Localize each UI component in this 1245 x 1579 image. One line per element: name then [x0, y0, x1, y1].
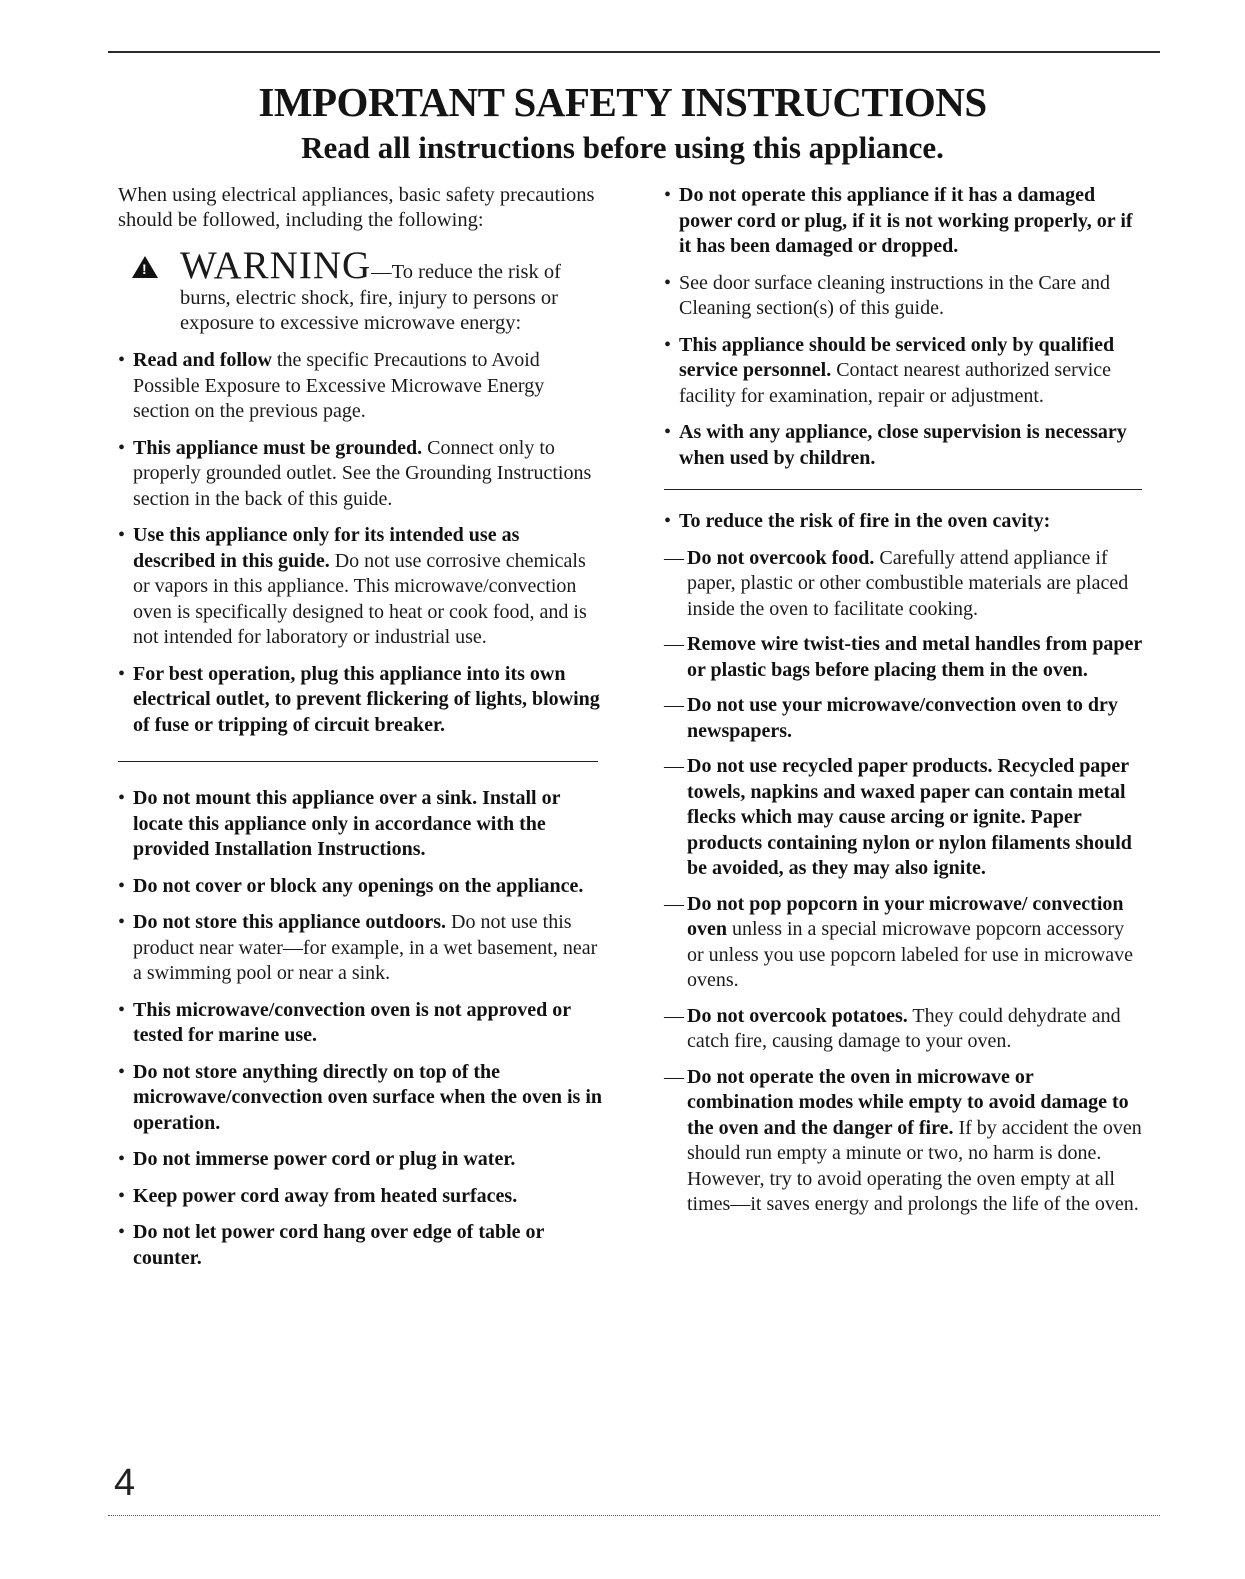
- safety-item: • This microwave/convection oven is not approved or tested for marine use.: [118, 998, 603, 1049]
- fire-item: — Remove wire twist-ties and metal handles from paper or plastic bags before placing them in the oven.: [664, 633, 1142, 681]
- safety-item: • Read and follow the specific Precautions to Avoid Possible Exposure to Excessive Microwave Energy section on the previous page.: [118, 348, 603, 425]
- safety-item: • This appliance should be serviced only by qualified service personnel. Contact nearest authorized service facility for examination, repair or adjustment.: [664, 333, 1142, 410]
- safety-item: • Do not store this appliance outdoors. Do not use this product near water—for example, in a wet basement, near a swimming pool or near a sink.: [118, 910, 603, 987]
- page-subtitle: Read all instructions before using this appliance.: [301, 130, 944, 165]
- safety-item: • Do not cover or block any openings on the appliance.: [118, 874, 603, 900]
- warning-dash: —: [371, 261, 392, 283]
- left-column: [118, 183, 603, 1282]
- safety-item: • Do not immerse power cord or plug in water.: [118, 1147, 603, 1173]
- warning-text: burns, electric shock, fire, injury to persons or exposure to excessive microwave energy:: [180, 287, 559, 334]
- safety-item: • Do not let power cord hang over edge of table or counter.: [118, 1220, 603, 1271]
- right-column: [664, 183, 1142, 1228]
- page-number: 4: [114, 1462, 136, 1504]
- section-divider: [118, 761, 598, 762]
- safety-item: • Use this appliance only for its intended use as described in this guide. Do not use corrosive chemicals or vapors in this appliance. This microwave/convection oven is specifically designed to heat or cook food, and is not intended for laboratory or industrial use.: [118, 523, 603, 651]
- warning-heading: WARNING: [180, 244, 372, 287]
- fire-item: — Do not operate the oven in microwave or combination modes while empty to avoid damage to the oven and the danger of fire. If by accident the oven should run empty a minute or two, no harm is done. However, try to avoid operating the oven empty at all times—it saves energy and prolongs the life of the oven.: [664, 1065, 1142, 1215]
- warning-triangle-icon: [132, 256, 158, 278]
- warning-text-first: To reduce the risk of: [391, 261, 561, 283]
- safety-item: • For best operation, plug this appliance into its own electrical outlet, to prevent flickering of lights, blowing of fuse or tripping of circuit breaker.: [118, 662, 603, 739]
- bottom-rule: [108, 1515, 1160, 1516]
- intro-text: When using electrical appliances, basic safety precautions should be followed, including the following:: [118, 184, 595, 231]
- section-divider: [664, 489, 1142, 490]
- safety-item: • Keep power cord away from heated surfaces.: [118, 1184, 603, 1210]
- fire-item: — Do not overcook potatoes. They could dehydrate and catch fire, causing damage to your oven.: [664, 1004, 1121, 1052]
- safety-item: • Do not operate this appliance if it has a damaged power cord or plug, if it is not working properly, or if it has been damaged or dropped.: [664, 183, 1142, 260]
- fire-item: — Do not use recycled paper products. Recycled paper towels, napkins and waxed paper can contain metal flecks which may cause arcing or ignite. Paper products containing nylon or nylon filaments should be avoided, as they may also ignite.: [664, 755, 1132, 879]
- top-rule: [108, 51, 1160, 53]
- safety-item: • Do not store anything directly on top of the microwave/convection oven surface when the oven is in operation.: [118, 1060, 603, 1137]
- safety-item: • As with any appliance, close supervision is necessary when used by children.: [664, 420, 1142, 471]
- page-title: IMPORTANT SAFETY INSTRUCTIONS: [258, 79, 987, 125]
- fire-item: — Do not pop popcorn in your microwave/ convection oven unless in a special microwave popcorn accessory or unless you use popcorn labeled for use in microwave ovens.: [664, 892, 1133, 991]
- safety-item: • See door surface cleaning instructions in the Care and Cleaning section(s) of this guide.: [664, 271, 1142, 322]
- safety-item: • This appliance must be grounded. Connect only to properly grounded outlet. See the Grounding Instructions section in the back of this guide.: [118, 436, 603, 513]
- fire-item: — Do not overcook food. Carefully attend appliance if paper, plastic or other combustible materials are placed inside the oven to facilitate cooking.: [664, 546, 1129, 620]
- fire-item: — Do not use your microwave/convection oven to dry newspapers.: [664, 694, 1118, 742]
- warning-block: [118, 246, 603, 336]
- safety-item: • Do not mount this appliance over a sink. Install or locate this appliance only in accordance with the provided Installation Instructions.: [118, 786, 603, 863]
- fire-risk-heading: • To reduce the risk of fire in the oven cavity:: [664, 509, 1142, 535]
